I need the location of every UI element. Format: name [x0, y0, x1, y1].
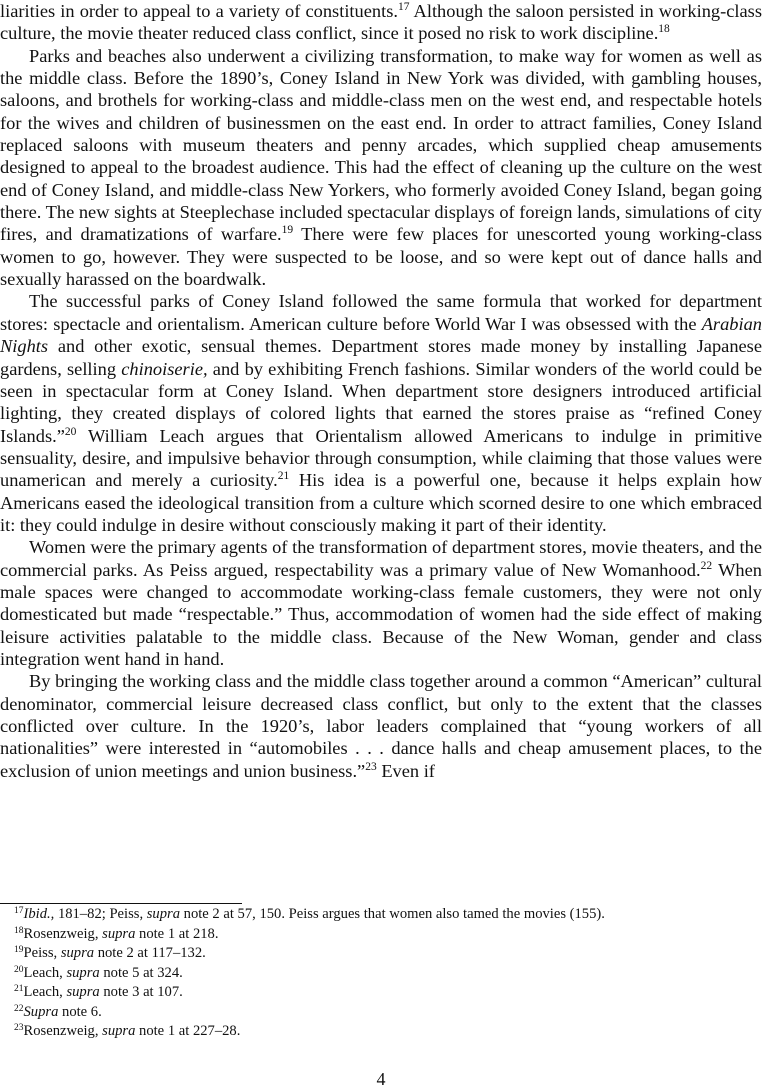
text-run: and other exotic, sensual themes. Department stores made money by installing Japanese gardens, selling — [0, 336, 762, 379]
text-run: Rosenzweig, — [23, 925, 103, 942]
paragraph — [0, 290, 762, 536]
footnote — [0, 905, 762, 925]
text-run: Leach, — [23, 984, 67, 1000]
italic-text: supra — [102, 1023, 136, 1039]
footnote — [0, 944, 762, 964]
text-run: note 2 at 117–132. — [94, 945, 206, 961]
footnote-marker: 22 — [700, 559, 713, 572]
text-run: The successful parks of Coney Island followed the same formula that worked for department stores: spectacle and orientalism. American culture before World War I was obsessed with the — [0, 291, 762, 334]
italic-text: chinoiserie, — [121, 358, 208, 379]
text-run: and by exhibiting French fashions. Similar wonders of the world could be seen in spectacular form at Coney Island. When department store designers introduced artificial lighting, they created displays of colored lights that earned the stores praise as “refined Coney Islands.” — [0, 358, 762, 446]
footnote-marker: 20 — [14, 964, 24, 975]
italic-text: supra — [66, 984, 100, 1000]
text-run: When male spaces were changed to accommodate working-class female customers, they were not only domesticated but made “respectable.” Thus, accommodation of women had the side effect of making leisure activities palatable to the middle class. Because of the New Woman, gender and class integration went hand in hand. — [0, 559, 762, 669]
italic-text: Supra — [23, 1003, 59, 1020]
text-run: Rosenzweig, — [23, 1023, 103, 1039]
text-run: note 5 at 324. — [99, 964, 183, 981]
footnote-marker: 23 — [14, 1023, 24, 1033]
text-run: Peiss, — [23, 945, 61, 961]
footnote-marker: 22 — [14, 1003, 24, 1014]
italic-text: supra — [66, 964, 100, 981]
text-run: Even if — [376, 760, 435, 781]
italic-text: supra — [102, 925, 136, 942]
footnote-marker: 18 — [14, 925, 24, 936]
footnote — [0, 1003, 762, 1023]
text-run: note 2 at 57, 150. Peiss argues that women also tamed the movies (155). — [180, 906, 605, 922]
footnote-marker: 21 — [14, 984, 24, 994]
footnote — [0, 925, 762, 945]
text-run: 181–82; Peiss, — [54, 906, 147, 922]
footnote — [0, 1022, 762, 1042]
text-run: Parks and beaches also underwent a civilizing transformation, to make way for women as well as the middle class. Before the 1890’s, Coney Island in New York was divided, with gambling houses, saloons, and brothels for working-class and middle-class men on the west end, and respectable hotels for the wives and children of businessmen on the east end. In order to attract families, Coney Island replaced saloons with museum theaters and penny arcades, which supplied cheap amusements designed to appeal to the broadest audience. This had the effect of cleaning up the culture on the west end of Coney Island, and middle-class New Yorkers, who formerly avoided Coney Island, began going there. The new sights at Steeplechase included spectacular displays of foreign lands, simulations of city fires, and dramatizations of warfare. — [0, 45, 762, 245]
text-run: His idea is a powerful one, because it helps explain how Americans eased the ideological transition from a culture which scorned desire to one which embraced it: they could indulge in desire without consciously making it part of their identity. — [0, 470, 762, 535]
paragraph — [0, 536, 762, 670]
footnote-marker: 18 — [658, 23, 670, 36]
footnotes — [0, 905, 762, 1042]
footnote-marker: 19 — [281, 224, 294, 237]
paragraph — [0, 670, 762, 782]
footnote-marker: 17 — [397, 1, 410, 13]
footnote-marker: 17 — [14, 906, 24, 916]
text-run: Although the saloon persisted in working-class culture, the movie theater reduced class conflict, since it posed no risk to work discipline. — [0, 1, 762, 44]
page-number: 4 — [376, 1069, 386, 1089]
text-run: liarities in order to appeal to a variety of constituents. — [0, 1, 398, 21]
footnote — [0, 983, 762, 1003]
italic-text: supra — [60, 945, 95, 961]
footnote-marker: 23 — [365, 760, 377, 773]
text-run: note 1 at 218. — [135, 925, 219, 942]
text-run: By bringing the working class and the middle class together around a common “American” cultural denominator, commercial leisure decreased class conflict, but only to the extent that the classes conflicted over culture. In the 1920’s, labor leaders complained that “young workers of all nationalities” were interested in “automobiles . . . dance halls and cheap amusement places, to the exclusion of union meetings and union business.” — [0, 671, 762, 781]
footnote — [0, 964, 762, 984]
paragraph — [0, 45, 762, 291]
italic-text: supra — [146, 906, 180, 922]
italic-text: Ibid., — [23, 906, 55, 922]
text-run: Women were the primary agents of the transformation of department stores, movie theaters, and the commercial parks. As Peiss argued, respectability was a primary value of New Womanhood. — [0, 537, 762, 580]
footnote-marker: 19 — [14, 945, 24, 955]
italic-text: Arabian Nights — [0, 313, 762, 357]
text-run: note 3 at 107. — [99, 984, 183, 1000]
text-run: Leach, — [23, 964, 67, 981]
text-run: There were few places for unescorted young working-class women to go, however. They were suspected to be loose, and so were kept out of dance halls and sexually harassed on the boardwalk. — [0, 224, 762, 290]
text-run: note 6. — [58, 1003, 102, 1020]
footnote-divider — [0, 903, 242, 904]
text-run: William Leach argues that Orientalism allowed Americans to indulge in primitive sensuality, desire, and impulsive behavior through consumption, while claiming that those values were unamerican and merely a curiosity. — [0, 425, 762, 491]
paragraph — [0, 0, 762, 45]
footnote-marker: 21 — [277, 470, 290, 483]
text-run: note 1 at 227–28. — [135, 1023, 241, 1039]
footnote-marker: 20 — [64, 425, 77, 438]
